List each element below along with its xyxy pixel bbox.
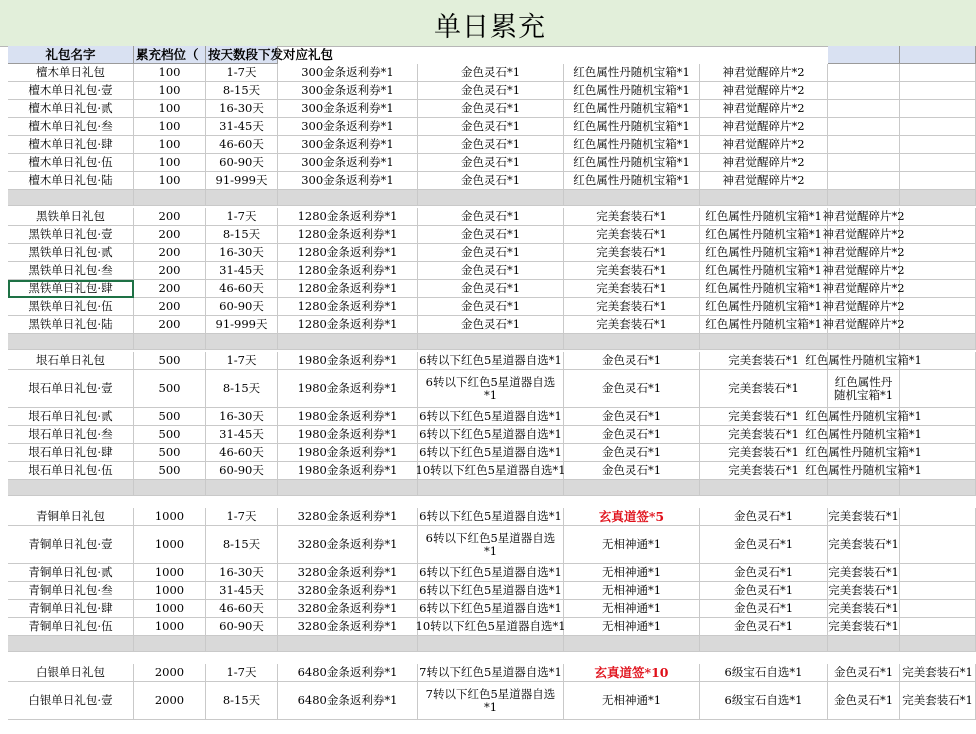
separator-cell — [8, 334, 134, 350]
separator-cell — [8, 480, 134, 496]
reward-cell[interactable]: 金色灵石*1 — [418, 154, 564, 172]
reward-cell[interactable]: 完美套装石*1 — [564, 262, 700, 280]
reward-cell[interactable]: 红色属性丹随机宝箱*1 — [700, 298, 828, 316]
separator-cell — [900, 480, 976, 496]
reward-cell[interactable]: 金色灵石*1 — [828, 682, 900, 720]
reward-cell[interactable]: 金色灵石*1 — [418, 118, 564, 136]
separator-cell — [564, 190, 700, 206]
day-range[interactable]: 91-999天 — [206, 316, 278, 334]
recharge-tier[interactable]: 1000 — [134, 564, 206, 582]
reward-cell[interactable]: 金色灵石*1 — [418, 244, 564, 262]
header-blank-cell[interactable] — [900, 46, 976, 64]
gift-pack-name[interactable]: 檀木单日礼包·肆 — [8, 136, 134, 154]
recharge-tier[interactable]: 1000 — [134, 582, 206, 600]
reward-cell[interactable]: 无相神通*1 — [564, 600, 700, 618]
separator-cell — [134, 636, 206, 652]
reward-cell[interactable]: 金色灵石*1 — [418, 64, 564, 82]
empty-cell[interactable] — [900, 462, 976, 480]
gift-pack-name[interactable]: 垠石单日礼包·伍 — [8, 462, 134, 480]
reward-cell[interactable]: 红色属性丹随机宝箱*1 — [828, 462, 900, 480]
empty-cell[interactable] — [900, 154, 976, 172]
reward-cell[interactable]: 6转以下红色5星道器自选*1 — [418, 564, 564, 582]
recharge-tier[interactable]: 500 — [134, 408, 206, 426]
recharge-tier[interactable]: 200 — [134, 208, 206, 226]
reward-cell[interactable]: 金色灵石*1 — [828, 664, 900, 682]
recharge-tier[interactable]: 200 — [134, 226, 206, 244]
reward-cell[interactable]: 完美套装石*1 — [564, 226, 700, 244]
separator-cell — [206, 190, 278, 206]
empty-cell[interactable] — [900, 316, 976, 334]
day-range[interactable]: 60-90天 — [206, 298, 278, 316]
recharge-tier[interactable]: 100 — [134, 172, 206, 190]
separator-cell — [418, 480, 564, 496]
separator-cell — [564, 480, 700, 496]
reward-cell[interactable]: 10转以下红色5星道器自选*1 — [418, 618, 564, 636]
reward-cell[interactable]: 金色灵石*1 — [418, 262, 564, 280]
day-range[interactable]: 8-15天 — [206, 370, 278, 408]
recharge-tier[interactable]: 500 — [134, 444, 206, 462]
gift-pack-name[interactable]: 青铜单日礼包·肆 — [8, 600, 134, 618]
reward-cell[interactable]: 6转以下红色5星道器自选*1 — [418, 508, 564, 526]
gift-pack-name[interactable]: 黑铁单日礼包·叁 — [8, 262, 134, 280]
reward-cell[interactable]: 完美套装石*1 — [828, 564, 900, 582]
separator-cell — [418, 636, 564, 652]
empty-cell[interactable] — [900, 136, 976, 154]
reward-cell[interactable]: 完美套装石*1 — [700, 408, 828, 426]
reward-cell[interactable]: 3280金条返利券*1 — [278, 600, 418, 618]
day-range[interactable]: 31-45天 — [206, 262, 278, 280]
separator-cell — [564, 334, 700, 350]
recharge-tier[interactable]: 200 — [134, 298, 206, 316]
reward-cell[interactable]: 无相神通*1 — [564, 682, 700, 720]
empty-cell[interactable] — [828, 172, 900, 190]
reward-cell[interactable]: 红色属性丹随机宝箱*1 — [564, 100, 700, 118]
empty-cell[interactable] — [900, 208, 976, 226]
separator-cell — [900, 334, 976, 350]
reward-cell[interactable]: 红色属性丹随机宝箱*1 — [700, 262, 828, 280]
reward-cell[interactable]: 金色灵石*1 — [564, 370, 700, 408]
reward-cell[interactable]: 1280金条返利券*1 — [278, 208, 418, 226]
reward-cell[interactable]: 金色灵石*1 — [700, 600, 828, 618]
empty-cell[interactable] — [828, 82, 900, 100]
reward-cell[interactable]: 玄真道签*10 — [564, 664, 700, 682]
recharge-tier[interactable]: 500 — [134, 426, 206, 444]
header-blank-cell[interactable] — [828, 46, 900, 64]
reward-cell[interactable]: 红色属性丹随机宝箱*1 — [564, 64, 700, 82]
reward-cell[interactable]: 完美套装石*1 — [828, 508, 900, 526]
separator-cell — [700, 480, 828, 496]
empty-cell[interactable] — [828, 118, 900, 136]
gift-pack-name[interactable]: 檀木单日礼包·叁 — [8, 118, 134, 136]
separator-cell — [278, 636, 418, 652]
day-range[interactable]: 46-60天 — [206, 136, 278, 154]
day-range[interactable]: 8-15天 — [206, 82, 278, 100]
reward-cell[interactable]: 6转以下红色5星道器自选*1 — [418, 582, 564, 600]
separator-cell — [828, 480, 900, 496]
empty-cell[interactable] — [900, 508, 976, 526]
recharge-tier[interactable]: 200 — [134, 244, 206, 262]
reward-cell[interactable]: 完美套装石*1 — [828, 526, 900, 564]
reward-cell[interactable]: 3280金条返利券*1 — [278, 508, 418, 526]
day-range[interactable]: 8-15天 — [206, 526, 278, 564]
reward-cell[interactable]: 完美套装石*1 — [828, 618, 900, 636]
reward-cell[interactable]: 红色属性丹随机宝箱*1 — [828, 426, 900, 444]
reward-cell[interactable]: 完美套装石*1 — [700, 370, 828, 408]
day-range[interactable]: 60-90天 — [206, 462, 278, 480]
reward-cell[interactable]: 无相神通*1 — [564, 618, 700, 636]
reward-cell[interactable]: 1980金条返利券*1 — [278, 352, 418, 370]
reward-cell[interactable]: 6转以下红色5星道器自选*1 — [418, 426, 564, 444]
reward-cell[interactable]: 金色灵石*1 — [418, 208, 564, 226]
recharge-tier[interactable]: 2000 — [134, 682, 206, 720]
reward-cell[interactable]: 红色属性丹随机宝箱*1 — [700, 316, 828, 334]
separator-cell — [828, 334, 900, 350]
reward-cell[interactable]: 金色灵石*1 — [700, 564, 828, 582]
day-range[interactable]: 16-30天 — [206, 408, 278, 426]
reward-cell[interactable]: 6480金条返利券*1 — [278, 682, 418, 720]
separator-cell — [206, 334, 278, 350]
gift-pack-name[interactable]: 黑铁单日礼包 — [8, 208, 134, 226]
recharge-tier[interactable]: 200 — [134, 316, 206, 334]
gift-pack-name[interactable]: 青铜单日礼包·贰 — [8, 564, 134, 582]
recharge-tier[interactable]: 100 — [134, 154, 206, 172]
reward-cell[interactable]: 完美套装石*1 — [564, 280, 700, 298]
empty-cell[interactable] — [900, 298, 976, 316]
gift-pack-name[interactable]: 檀木单日礼包·陆 — [8, 172, 134, 190]
separator-cell — [828, 636, 900, 652]
empty-cell[interactable] — [900, 280, 976, 298]
empty-cell[interactable] — [900, 82, 976, 100]
day-range[interactable]: 8-15天 — [206, 682, 278, 720]
reward-cell[interactable]: 金色灵石*1 — [418, 136, 564, 154]
reward-cell[interactable]: 完美套装石*1 — [564, 298, 700, 316]
reward-cell[interactable]: 金色灵石*1 — [700, 582, 828, 600]
recharge-tier[interactable]: 100 — [134, 136, 206, 154]
reward-cell[interactable]: 金色灵石*1 — [418, 316, 564, 334]
reward-cell[interactable]: 红色属性丹随机宝箱*1 — [700, 208, 828, 226]
reward-cell[interactable]: 完美套装石*1 — [700, 444, 828, 462]
reward-cell[interactable]: 红色属性丹随机宝箱*1 — [828, 444, 900, 462]
empty-cell[interactable] — [900, 582, 976, 600]
recharge-tier[interactable]: 100 — [134, 82, 206, 100]
reward-cell[interactable]: 6转以下红色5星道器自选*1 — [418, 444, 564, 462]
gift-pack-name[interactable]: 青铜单日礼包 — [8, 508, 134, 526]
reward-cell[interactable]: 神君觉醒碎片*2 — [700, 64, 828, 82]
reward-cell[interactable]: 玄真道签*5 — [564, 508, 700, 526]
reward-cell[interactable]: 1280金条返利券*1 — [278, 316, 418, 334]
separator-cell — [134, 480, 206, 496]
empty-cell[interactable] — [900, 564, 976, 582]
day-range[interactable]: 1-7天 — [206, 664, 278, 682]
separator-cell — [700, 190, 828, 206]
reward-cell[interactable]: 1980金条返利券*1 — [278, 426, 418, 444]
reward-cell[interactable]: 300金条返利券*1 — [278, 82, 418, 100]
reward-cell[interactable]: 300金条返利券*1 — [278, 172, 418, 190]
reward-cell[interactable]: 300金条返利券*1 — [278, 100, 418, 118]
separator-cell — [418, 190, 564, 206]
reward-cell[interactable]: 无相神通*1 — [564, 582, 700, 600]
reward-cell[interactable]: 3280金条返利券*1 — [278, 564, 418, 582]
gift-pack-name[interactable]: 黑铁单日礼包·肆 — [8, 280, 134, 298]
reward-cell[interactable]: 无相神通*1 — [564, 526, 700, 564]
day-range[interactable]: 16-30天 — [206, 100, 278, 118]
column-header-name[interactable]: 礼包名字 — [8, 46, 134, 64]
reward-cell[interactable]: 完美套装石*1 — [828, 600, 900, 618]
recharge-tier[interactable]: 100 — [134, 118, 206, 136]
reward-cell[interactable]: 金色灵石*1 — [418, 280, 564, 298]
reward-cell[interactable]: 金色灵石*1 — [564, 408, 700, 426]
day-range[interactable]: 46-60天 — [206, 444, 278, 462]
empty-cell[interactable] — [900, 244, 976, 262]
gift-pack-name[interactable]: 垠石单日礼包·叁 — [8, 426, 134, 444]
reward-cell[interactable]: 神君觉醒碎片*2 — [828, 280, 900, 298]
empty-cell[interactable] — [900, 100, 976, 118]
reward-cell[interactable]: 1980金条返利券*1 — [278, 462, 418, 480]
day-range[interactable]: 1-7天 — [206, 508, 278, 526]
reward-cell[interactable]: 1980金条返利券*1 — [278, 370, 418, 408]
reward-cell[interactable]: 神君觉醒碎片*2 — [828, 208, 900, 226]
reward-cell[interactable]: 金色灵石*1 — [700, 526, 828, 564]
gift-pack-name[interactable]: 檀木单日礼包·壹 — [8, 82, 134, 100]
reward-cell[interactable]: 完美套装石*1 — [828, 582, 900, 600]
reward-cell[interactable]: 金色灵石*1 — [564, 352, 700, 370]
gift-pack-name[interactable]: 黑铁单日礼包·陆 — [8, 316, 134, 334]
day-range[interactable]: 8-15天 — [206, 226, 278, 244]
day-range[interactable]: 46-60天 — [206, 600, 278, 618]
reward-cell[interactable]: 6转以下红色5星道器自选*1 — [418, 352, 564, 370]
reward-cell[interactable]: 神君觉醒碎片*2 — [700, 118, 828, 136]
reward-cell[interactable]: 300金条返利券*1 — [278, 154, 418, 172]
separator-cell — [206, 480, 278, 496]
reward-cell[interactable]: 6级宝石自选*1 — [700, 682, 828, 720]
reward-cell[interactable]: 金色灵石*1 — [418, 172, 564, 190]
reward-cell[interactable]: 6480金条返利券*1 — [278, 664, 418, 682]
empty-cell[interactable] — [900, 226, 976, 244]
reward-cell[interactable]: 神君觉醒碎片*2 — [700, 172, 828, 190]
reward-cell[interactable]: 3280金条返利券*1 — [278, 526, 418, 564]
reward-cell[interactable]: 神君觉醒碎片*2 — [700, 154, 828, 172]
separator-cell — [900, 636, 976, 652]
reward-cell[interactable]: 300金条返利券*1 — [278, 136, 418, 154]
recharge-tier[interactable]: 1000 — [134, 508, 206, 526]
reward-cell[interactable]: 300金条返利券*1 — [278, 64, 418, 82]
empty-cell[interactable] — [900, 352, 976, 370]
reward-cell[interactable]: 6转以下红色5星道器自选*1 — [418, 526, 564, 564]
column-header-amount[interactable]: 累充档位（ — [134, 46, 206, 64]
reward-cell[interactable]: 红色属性丹随机宝箱*1 — [564, 154, 700, 172]
reward-cell[interactable]: 6转以下红色5星道器自选*1 — [418, 600, 564, 618]
reward-cell[interactable]: 6转以下红色5星道器自选*1 — [418, 408, 564, 426]
empty-cell[interactable] — [900, 262, 976, 280]
reward-cell[interactable]: 完美套装石*1 — [700, 352, 828, 370]
reward-cell[interactable]: 1980金条返利券*1 — [278, 408, 418, 426]
reward-cell[interactable]: 红色属性丹随机宝箱*1 — [700, 226, 828, 244]
reward-cell[interactable]: 金色灵石*1 — [700, 618, 828, 636]
gift-pack-name[interactable]: 青铜单日礼包·壹 — [8, 526, 134, 564]
separator-cell — [564, 636, 700, 652]
reward-cell[interactable]: 神君觉醒碎片*2 — [700, 100, 828, 118]
reward-cell[interactable]: 10转以下红色5星道器自选*1 — [418, 462, 564, 480]
reward-cell[interactable]: 1280金条返利券*1 — [278, 298, 418, 316]
gift-pack-name[interactable]: 白银单日礼包·壹 — [8, 682, 134, 720]
recharge-tier[interactable]: 100 — [134, 100, 206, 118]
separator-cell — [278, 480, 418, 496]
gift-pack-name[interactable]: 檀木单日礼包·伍 — [8, 154, 134, 172]
reward-cell[interactable]: 红色属性丹随机宝箱*1 — [564, 82, 700, 100]
empty-cell[interactable] — [900, 370, 976, 408]
separator-cell — [206, 636, 278, 652]
reward-cell[interactable]: 金色灵石*1 — [564, 426, 700, 444]
gift-pack-name[interactable]: 檀木单日礼包·贰 — [8, 100, 134, 118]
gift-pack-name[interactable]: 黑铁单日礼包·壹 — [8, 226, 134, 244]
reward-cell[interactable]: 红色属性丹随机宝箱*1 — [700, 244, 828, 262]
reward-cell[interactable]: 金色灵石*1 — [418, 82, 564, 100]
day-range[interactable]: 1-7天 — [206, 208, 278, 226]
gift-pack-name[interactable]: 垠石单日礼包 — [8, 352, 134, 370]
reward-cell[interactable]: 红色属性丹随机宝箱*1 — [564, 118, 700, 136]
day-range[interactable]: 1-7天 — [206, 352, 278, 370]
gift-pack-name[interactable]: 垠石单日礼包·肆 — [8, 444, 134, 462]
reward-cell[interactable]: 红色属性丹随机宝箱*1 — [828, 408, 900, 426]
separator-cell — [134, 190, 206, 206]
separator-cell — [8, 190, 134, 206]
reward-cell[interactable]: 完美套装石*1 — [900, 682, 976, 720]
empty-cell[interactable] — [828, 64, 900, 82]
empty-cell[interactable] — [900, 64, 976, 82]
reward-cell[interactable]: 神君觉醒碎片*2 — [828, 262, 900, 280]
day-range[interactable]: 16-30天 — [206, 244, 278, 262]
reward-cell[interactable]: 神君觉醒碎片*2 — [828, 298, 900, 316]
day-range[interactable]: 31-45天 — [206, 582, 278, 600]
reward-cell[interactable]: 神君觉醒碎片*2 — [828, 316, 900, 334]
empty-cell[interactable] — [900, 172, 976, 190]
day-range[interactable]: 31-45天 — [206, 118, 278, 136]
separator-cell — [8, 636, 134, 652]
reward-cell[interactable]: 红色属性丹随机宝箱*1 — [700, 280, 828, 298]
recharge-tier[interactable]: 2000 — [134, 664, 206, 682]
reward-cell[interactable]: 3280金条返利券*1 — [278, 618, 418, 636]
reward-cell[interactable]: 1280金条返利券*1 — [278, 262, 418, 280]
reward-cell[interactable]: 1280金条返利券*1 — [278, 280, 418, 298]
day-range[interactable]: 60-90天 — [206, 618, 278, 636]
gift-pack-name[interactable]: 黑铁单日礼包·伍 — [8, 298, 134, 316]
gift-pack-name[interactable]: 黑铁单日礼包·贰 — [8, 244, 134, 262]
gift-pack-name[interactable]: 青铜单日礼包·叁 — [8, 582, 134, 600]
reward-cell[interactable]: 1280金条返利券*1 — [278, 244, 418, 262]
reward-cell[interactable]: 7转以下红色5星道器自选*1 — [418, 664, 564, 682]
reward-cell[interactable]: 金色灵石*1 — [564, 462, 700, 480]
reward-cell[interactable]: 完美套装石*1 — [700, 426, 828, 444]
reward-cell[interactable]: 红色属性丹随机宝箱*1 — [828, 352, 900, 370]
reward-cell[interactable]: 红色属性丹随机宝箱*1 — [828, 370, 900, 408]
reward-cell[interactable]: 神君觉醒碎片*2 — [828, 226, 900, 244]
gift-pack-name[interactable]: 白银单日礼包 — [8, 664, 134, 682]
reward-cell[interactable]: 300金条返利券*1 — [278, 118, 418, 136]
reward-cell[interactable]: 金色灵石*1 — [418, 298, 564, 316]
empty-cell[interactable] — [900, 408, 976, 426]
reward-cell[interactable]: 金色灵石*1 — [700, 508, 828, 526]
empty-cell[interactable] — [900, 444, 976, 462]
sheet-title: 单日累充 — [434, 11, 546, 43]
recharge-tier[interactable]: 500 — [134, 352, 206, 370]
recharge-tier[interactable]: 100 — [134, 64, 206, 82]
empty-cell[interactable] — [828, 154, 900, 172]
reward-cell[interactable]: 完美套装石*1 — [564, 316, 700, 334]
reward-cell[interactable]: 7转以下红色5星道器自选*1 — [418, 682, 564, 720]
reward-cell[interactable]: 完美套装石*1 — [900, 664, 976, 682]
recharge-tier[interactable]: 500 — [134, 370, 206, 408]
separator-cell — [700, 334, 828, 350]
separator-cell — [700, 636, 828, 652]
reward-cell[interactable]: 金色灵石*1 — [418, 226, 564, 244]
title-band — [0, 0, 976, 47]
reward-cell[interactable]: 6转以下红色5星道器自选*1 — [418, 370, 564, 408]
reward-cell[interactable]: 完美套装石*1 — [564, 208, 700, 226]
empty-cell[interactable] — [900, 600, 976, 618]
recharge-tier[interactable]: 1000 — [134, 600, 206, 618]
gift-pack-name[interactable]: 垠石单日礼包·壹 — [8, 370, 134, 408]
separator-cell — [278, 190, 418, 206]
day-range[interactable]: 1-7天 — [206, 64, 278, 82]
gift-pack-name[interactable]: 青铜单日礼包·伍 — [8, 618, 134, 636]
reward-cell[interactable]: 6级宝石自选*1 — [700, 664, 828, 682]
reward-cell[interactable]: 无相神通*1 — [564, 564, 700, 582]
recharge-tier[interactable]: 200 — [134, 280, 206, 298]
empty-cell[interactable] — [828, 136, 900, 154]
reward-cell[interactable]: 3280金条返利券*1 — [278, 582, 418, 600]
day-range[interactable]: 16-30天 — [206, 564, 278, 582]
empty-cell[interactable] — [900, 526, 976, 564]
empty-cell[interactable] — [900, 118, 976, 136]
recharge-tier[interactable]: 200 — [134, 262, 206, 280]
empty-cell[interactable] — [900, 426, 976, 444]
recharge-tier[interactable]: 1000 — [134, 526, 206, 564]
reward-cell[interactable]: 神君觉醒碎片*2 — [700, 82, 828, 100]
recharge-tier[interactable]: 1000 — [134, 618, 206, 636]
day-range[interactable]: 31-45天 — [206, 426, 278, 444]
reward-cell[interactable]: 红色属性丹随机宝箱*1 — [564, 136, 700, 154]
column-header-rewards[interactable]: 按天数段下发对应礼包 — [208, 47, 334, 62]
empty-cell[interactable] — [900, 618, 976, 636]
separator-cell — [278, 334, 418, 350]
reward-cell[interactable]: 红色属性丹随机宝箱*1 — [564, 172, 700, 190]
separator-cell — [134, 334, 206, 350]
reward-cell[interactable]: 1980金条返利券*1 — [278, 444, 418, 462]
reward-cell[interactable]: 金色灵石*1 — [418, 100, 564, 118]
gift-pack-name[interactable]: 檀木单日礼包 — [8, 64, 134, 82]
day-range[interactable]: 91-999天 — [206, 172, 278, 190]
recharge-tier[interactable]: 500 — [134, 462, 206, 480]
empty-cell[interactable] — [828, 100, 900, 118]
gift-pack-name[interactable]: 垠石单日礼包·贰 — [8, 408, 134, 426]
separator-cell — [418, 334, 564, 350]
reward-cell[interactable]: 1280金条返利券*1 — [278, 226, 418, 244]
reward-cell[interactable]: 神君觉醒碎片*2 — [828, 244, 900, 262]
reward-cell[interactable]: 完美套装石*1 — [564, 244, 700, 262]
reward-cell[interactable]: 神君觉醒碎片*2 — [700, 136, 828, 154]
separator-cell — [828, 190, 900, 206]
separator-cell — [900, 190, 976, 206]
reward-cell[interactable]: 金色灵石*1 — [564, 444, 700, 462]
day-range[interactable]: 60-90天 — [206, 154, 278, 172]
reward-cell[interactable]: 完美套装石*1 — [700, 462, 828, 480]
day-range[interactable]: 46-60天 — [206, 280, 278, 298]
